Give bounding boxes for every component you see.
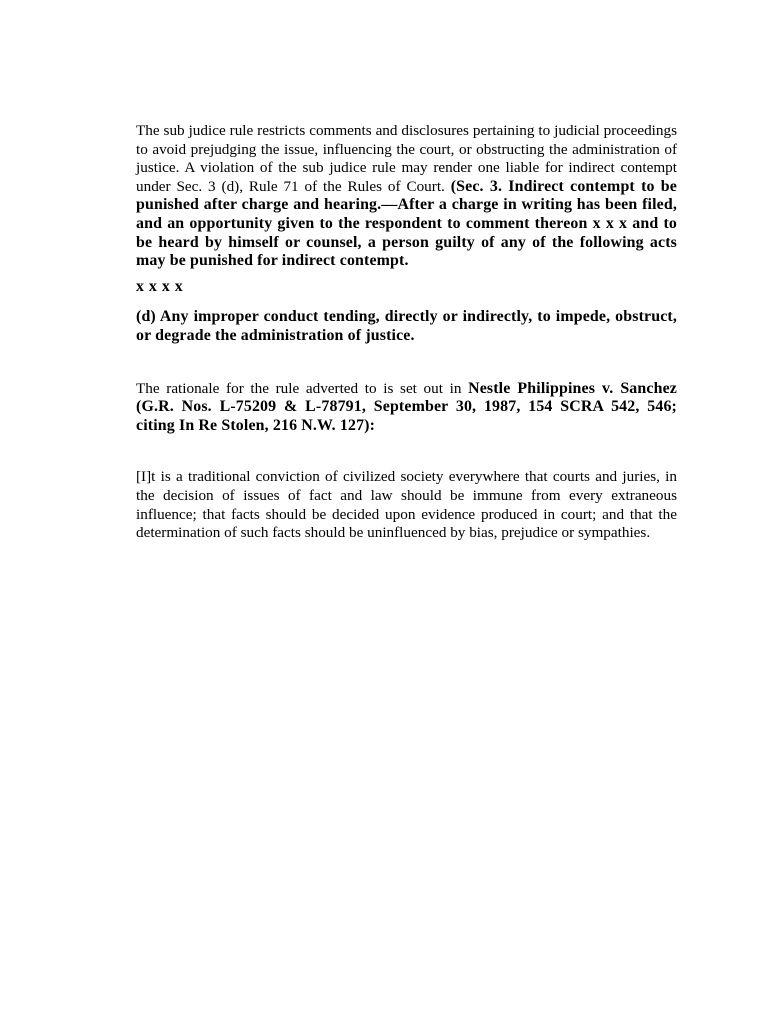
paragraph-item-d (136, 308, 677, 345)
paragraph-rationale (136, 380, 677, 436)
document-page (136, 122, 677, 543)
paragraph-text: [I]t is a traditional conviction of civilized society everywhere that courts and juries, in the decision of issues of fact and law should be immune from every extraneous influence; that facts should be decided upon evidence produced in court; and that the determination of such facts should be uninfluenced by bias, prejudice or sympathies. (136, 468, 677, 542)
quoted-rule-item-d: (d) Any improper conduct tending, directly or indirectly, to impede, obstruct, or degrade the administration of justice. (136, 308, 677, 344)
case-citation: Nestle Philippines v. Sanchez (G.R. Nos. L-75209 & L-78791, September 30, 1987, 154 SCRA 542, 546; citing In Re Stolen, 216 N.W. 127): (136, 379, 677, 434)
paragraph-text: The sub judice rule restricts comments and disclosures pertaining to judicial proceedings to avoid prejudging the issue, influencing the court, or obstructing the administration of justice. A violation of the sub judice rule may render one liable for indirect contempt under Sec. 3 (d), Rule 71 of the Rules of Court. (136, 122, 677, 195)
quoted-rule-sec-3: (Sec. 3. Indirect contempt to be punished after charge and hearing.––After a charge in writing has been filed, and an opportunity given to the respondent to comment thereon x x x and to be heard by himself or counsel, a person guilty of any of the following acts may be punished for indirect contempt. (136, 177, 677, 270)
paragraph-text: The rationale for the rule adverted to is set out in (136, 379, 469, 397)
paragraph-quotation (136, 468, 677, 542)
omission-marker: x x x x (136, 277, 184, 295)
paragraph-sub-judice-rule (136, 122, 677, 271)
